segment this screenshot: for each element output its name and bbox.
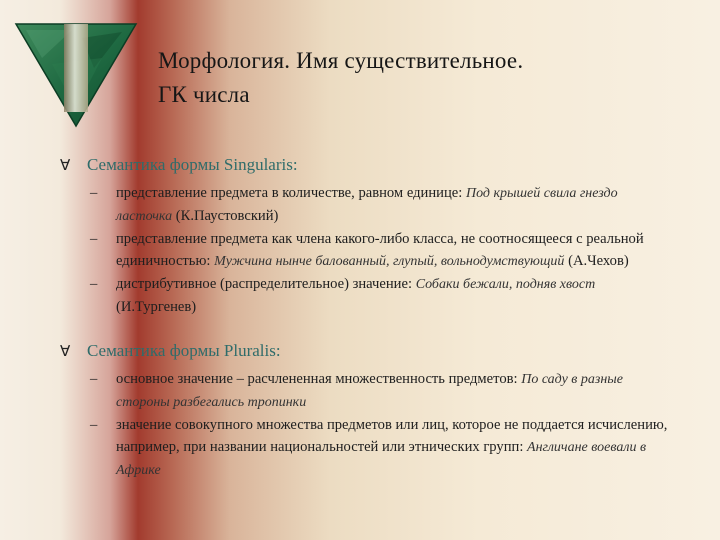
list-item: [90, 273, 670, 318]
item-example: Собаки бежали, подняв хвост: [415, 277, 596, 292]
item-example: Англичане воевали в Африке: [116, 440, 647, 478]
dash-icon: –: [90, 185, 98, 201]
item-example: По саду в разные стороны разбегались тропинки: [116, 372, 623, 410]
bullet-icon: ∀: [60, 156, 71, 174]
list-item: [90, 228, 670, 273]
item-source: (И.Тургенев): [116, 299, 197, 315]
list-item: [90, 368, 670, 414]
singularis-list: [60, 182, 670, 318]
slide-title: [158, 44, 698, 112]
item-text: представление предмета в количестве, равном единице:: [116, 185, 466, 201]
list-item: [90, 414, 670, 482]
item-source: (А.Чехов): [564, 253, 629, 269]
slide-content: [60, 154, 670, 482]
item-example: Под крышей свила гнездо ласточка: [116, 186, 618, 224]
item-text: представление предмета как члена какого-либо класса, не соотносящееся с реальной единичностью:: [116, 231, 644, 269]
section-heading-text: Семантика формы Singularis:: [87, 155, 298, 174]
section-heading-text: Семантика формы Pluralis:: [87, 341, 281, 360]
dash-icon: –: [90, 276, 98, 292]
bullet-icon: ∀: [60, 342, 71, 360]
section-heading-singularis: [60, 154, 670, 176]
dash-icon: –: [90, 417, 98, 433]
title-line-2: ГК числа: [158, 82, 250, 107]
dash-icon: –: [90, 371, 98, 387]
pluralis-list: [60, 368, 670, 482]
section-heading-pluralis: [60, 340, 670, 362]
item-text: значение совокупного множества предметов или лиц, которое не поддается исчислению, например, при названии национальностей или этнических групп:: [116, 417, 668, 455]
item-text: основное значение – расчлененная множественность предметов:: [116, 371, 522, 387]
dash-icon: –: [90, 231, 98, 247]
item-example: Мужчина нынче балованный, глупый, вольнодумствующий: [214, 254, 565, 269]
item-text: дистрибутивное (распределительное) значение:: [116, 276, 416, 292]
list-item: [90, 182, 670, 228]
item-source: (К.Паустовский): [172, 208, 279, 224]
title-line-1: Морфология. Имя существительное.: [158, 48, 524, 73]
green-triangle-logo: [12, 18, 140, 130]
